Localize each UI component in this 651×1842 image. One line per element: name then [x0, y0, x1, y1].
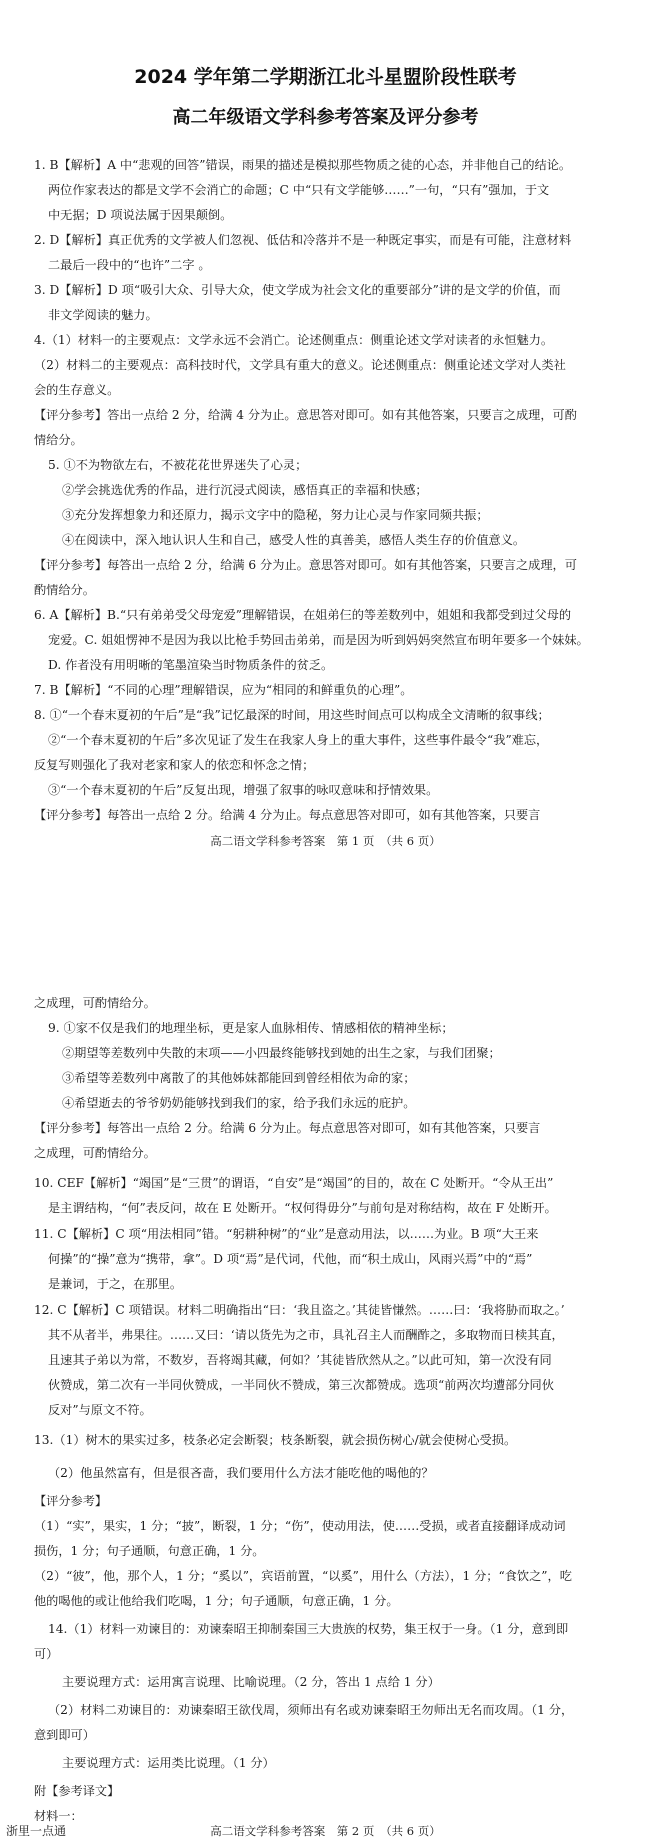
text-line: 中无据；D 项说法属于因果颠倒。: [48, 208, 233, 222]
text-line: 可）: [34, 1647, 59, 1661]
text-line: 【评分参考】每答出一点给 2 分。给满 6 分为止。每点意思答对即可，如有其他答案，只要言: [34, 1121, 541, 1135]
text-line: 【评分参考】答出一点给 2 分，给满 4 分为止。意思答对即可。如有其他答案，只要言之成理，可酌: [34, 408, 577, 422]
text-line: 是兼词，于之，在那里。: [48, 1277, 183, 1291]
text-line: 4.（1）材料一的主要观点：文学永远不会消亡。论述侧重点：侧重论述文学对读者的永恒魅力。: [34, 333, 554, 347]
text-line: 【评分参考】每答出一点给 2 分。给满 4 分为止。每点意思答对即可，如有其他答案，只要言: [34, 808, 541, 822]
text-line: （2）材料二劝谏目的：劝谏秦昭王欲伐周，须师出有名或劝谏秦昭王勿师出无名而攻周。（1 分，: [48, 1703, 574, 1717]
text-line: 11. C【解析】C 项“用法相同”错。“躬耕种树”的“业”是意动用法，以……为业。B 项“大王来: [34, 1227, 539, 1241]
text-line: 10. CEF【解析】“竭国”是“三贯”的谓语，“自安”是“竭国”的目的，故在 C 处断开。“令从王出”: [34, 1176, 554, 1190]
text-line: （2）材料二的主要观点：高科技时代，文学具有重大的意义。论述侧重点：侧重论述文学对人类社: [34, 358, 566, 372]
text-line: ④在阅读中，深入地认识人生和自己，感受人性的真善美，感悟人类生存的价值意义。: [62, 533, 526, 547]
text-line: 1. B【解析】A 中“悲观的回答”错误，雨果的描述是模拟那些物质之徒的心态，并非他自己的结论。: [34, 158, 572, 172]
text-line: ②“一个春末夏初的午后”多次见证了发生在我家人身上的重大事件，这些事件最令“我”难忘，: [48, 733, 549, 747]
text-line: （2）“彼”，他，那个人，1 分；“奚以”，宾语前置，“以奚”，用什么（方法），1 分；“食饮之”，吃: [34, 1569, 572, 1583]
text-line: 主要说理方式：运用寓言说理、比喻说理。（2 分，答出 1 点给 1 分）: [62, 1675, 440, 1689]
text-line: 会的生存意义。: [34, 383, 120, 397]
text-line: 他的喝他的或让他给我们吃喝，1 分；句子通顺，句意正确，1 分。: [34, 1594, 399, 1608]
text-line: ②期望等差数列中失散的末项——小四最终能够找到她的出生之家，与我们团聚；: [62, 1046, 501, 1060]
exam-subtitle: 高二年级语文学科参考答案及评分参考: [172, 107, 479, 128]
text-line: D. 作者没有用明晰的笔墨渲染当时物质条件的贫乏。: [48, 658, 334, 672]
text-line: 12. C【解析】C 项错误。材料二明确指出“曰：‘我且盗之。’其徒皆慊然。……曰：‘我将胁而取之。’: [34, 1303, 565, 1317]
text-line: 2. D【解析】真正优秀的文学被人们忽视、低估和冷落并不是一种既定事实，而是有可能，注意材料: [34, 233, 572, 247]
text-line: （2）他虽然富有，但是很吝啬，我们要用什么方法才能吃他的喝他的？: [48, 1466, 434, 1480]
text-line: ③“一个春末夏初的午后”反复出现，增强了叙事的咏叹意味和抒情效果。: [48, 783, 439, 797]
text-line: 主要说理方式：运用类比说理。（1 分）: [62, 1756, 275, 1770]
text-line: 6. A【解析】B.“只有弟弟受父母宠爱”理解错误，在姐弟仨的等差数列中，姐姐和我都受到过父母的: [34, 608, 572, 622]
text-line: 附【参考译文】: [34, 1784, 120, 1798]
text-line: 是主谓结构，“何”表反问，故在 E 处断开。“权何得毋分”与前句是对称结构，故在 F 处断开。: [48, 1201, 557, 1215]
text-line: 宠爱。C. 姐姐愣神不是因为我以比枪手势回击弟弟，而是因为听到妈妈突然宣布明年要多一个妹妹。: [48, 633, 589, 647]
text-line: 二最后一段中的“也许”二字 。: [48, 258, 211, 272]
text-line: ③希望等差数列中离散了的其他姊妹都能回到曾经相依为命的家；: [62, 1071, 416, 1085]
text-line: ③充分发挥想象力和还原力，揭示文字中的隐秘，努力让心灵与作家同频共振；: [62, 508, 489, 522]
text-line: 之成理，可酌情给分。: [34, 1146, 156, 1160]
text-line: 14.（1）材料一劝谏目的：劝谏秦昭王抑制秦国三大贵族的权势，集王权于一身。（1 分，意到即: [48, 1622, 569, 1636]
text-line: 损伤，1 分；句子通顺，句意正确，1 分。: [34, 1544, 265, 1558]
text-line: 其不从者半，弗果往。……又曰：‘请以货先为之市，具礼召主人而酬酢之，多取物而日椟其直，: [48, 1328, 564, 1342]
text-line: 何操”的“操”意为“携带，拿”。D 项“焉”是代词，代他，而“积土成山，风雨兴焉”中的“焉”: [48, 1252, 533, 1266]
answer-page-2: [0, 990, 651, 1842]
text-line: ④希望逝去的爷爷奶奶能够找到我们的家，给予我们永远的庇护。: [62, 1096, 416, 1110]
text-line: 情给分。: [34, 433, 83, 447]
answer-page-1: [0, 0, 651, 900]
text-line: 两位作家表达的都是文学不会消亡的命题；C 中“只有文学能够……”一句，“只有”强加，于文: [48, 183, 550, 197]
text-line: ②学会挑选优秀的作品，进行沉浸式阅读，感悟真正的幸福和快感；: [62, 483, 428, 497]
source-watermark: 浙里一点通: [6, 1824, 67, 1838]
text-line: 伙赞成，第二次有一半同伙赞成，一半同伙不赞成，第三次都赞成。选项“前两次均遭部分同伙: [48, 1378, 554, 1392]
text-line: （1）“实”，果实，1 分；“披”，断裂，1 分；“伤”，使动用法，使……受损，或者直接翻译成动词: [34, 1519, 566, 1533]
text-line: 材料一：: [34, 1809, 83, 1823]
text-line: 9. ①家不仅是我们的地理坐标，更是家人血脉相传、情感相依的精神坐标；: [48, 1021, 454, 1035]
page-footer: 高二语文学科参考答案 第 2 页 （共 6 页）: [210, 1824, 441, 1838]
text-line: 5. ①不为物欲左右，不被花花世界迷失了心灵；: [48, 458, 308, 472]
text-line: 酌情给分。: [34, 583, 95, 597]
text-line: 3. D【解析】D 项“吸引大众、引导大众，使文学成为社会文化的重要部分”讲的是文学的价值，而: [34, 283, 561, 297]
text-line: 8. ①“一个春末夏初的午后”是“我”记忆最深的时间，用这些时间点可以构成全文清晰的叙事线；: [34, 708, 550, 722]
text-line: 且速其子弟以为常，不数岁，吾将竭其藏，何如？’其徒皆欣然从之。”以此可知，第一次没有同: [48, 1353, 552, 1367]
text-line: 之成理，可酌情给分。: [34, 996, 156, 1010]
text-line: 反复写则强化了我对老家和家人的依恋和怀念之情；: [34, 758, 315, 772]
text-line: 反对”与原文不符。: [48, 1403, 152, 1417]
text-line: 非文学阅读的魅力。: [48, 308, 158, 322]
exam-title: 2024 学年第二学期浙江北斗星盟阶段性联考: [134, 66, 517, 88]
text-line: 意到即可）: [34, 1728, 95, 1742]
text-line: 13.（1）树木的果实过多，枝条必定会断裂；枝条断裂，就会损伤树心/就会使树心受损。: [34, 1433, 517, 1447]
text-line: 7. B【解析】“不同的心理”理解错误，应为“相同的和鲜重负的心理”。: [34, 683, 413, 697]
page-footer: 高二语文学科参考答案 第 1 页 （共 6 页）: [210, 834, 441, 848]
text-line: 【评分参考】: [34, 1494, 108, 1508]
text-line: 【评分参考】每答出一点给 2 分，给满 6 分为止。意思答对即可。如有其他答案，只要言之成理，可: [34, 558, 577, 572]
